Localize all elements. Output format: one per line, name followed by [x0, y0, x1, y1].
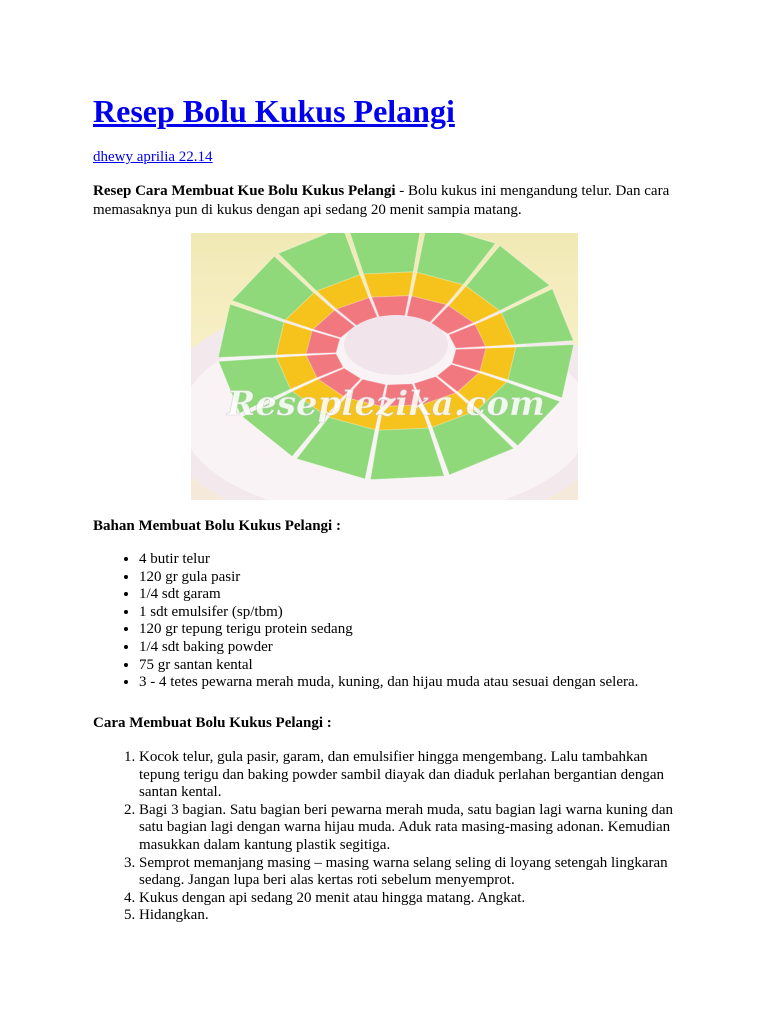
byline-link[interactable]: dhewy aprilia 22.14 [93, 149, 213, 165]
step-item: 1. Kocok telur, gula pasir, garam, dan emulsifier hingga mengembang. Lalu tambahkan tepung terigu dan baking powder sambil diayak dan diaduk perlahan bergantian dengan santan kental. [139, 749, 683, 802]
cake-slice-green [348, 233, 422, 276]
ingredients-list [93, 551, 638, 692]
ingredient-item: • 4 butir telur [139, 551, 638, 569]
ingredient-item: • 120 gr gula pasir [139, 569, 638, 587]
cake-slice-yellow [363, 272, 413, 299]
step-item: 2. Bagi 3 bagian. Satu bagian beri pewarna merah muda, satu bagian lagi warna kuning dan satu bagian lagi dengan warna hijau muda. Aduk rata masing-masing adonan. Kemudian masukkan dalam kantung plastik segitiga. [139, 802, 683, 855]
post-title-link[interactable]: Resep Bolu Kukus Pelangi [93, 93, 455, 129]
ingredient-item: • 1/4 sdt garam [139, 586, 638, 604]
step-item: 3. Semprot memanjang masing – masing warna selang seling di loyang setengah lingkaran sedang. Jangan lupa beri alas kertas roti sebelum menyemprot. [139, 855, 683, 890]
ingredient-item: • 1/4 sdt baking powder [139, 639, 638, 657]
step-item: 5. Hidangkan. [139, 907, 683, 925]
intro-text: - Bolu kukus ini mengandung telur. Dan cara memasaknya pun di kukus dengan api sedang 20 menit sampia matang. [93, 183, 670, 218]
rainbow-cake-photo [191, 233, 578, 500]
steps-list [93, 749, 683, 925]
ingredient-item: • 75 gr santan kental [139, 657, 638, 675]
ingredients-heading: Bahan Membuat Bolu Kukus Pelangi : [93, 518, 341, 534]
intro-paragraph [93, 182, 683, 220]
steps-heading: Cara Membuat Bolu Kukus Pelangi : [93, 715, 332, 731]
cake-center-hole [344, 315, 448, 375]
step-item: 4. Kukus dengan api sedang 20 menit atau hingga matang. Angkat. [139, 890, 683, 908]
ingredient-item: • 120 gr tepung terigu protein sedang [139, 621, 638, 639]
ingredient-item: • 3 - 4 tetes pewarna merah muda, kuning, dan hijau muda atau sesuai dengan selera. [139, 674, 638, 692]
ingredient-item: • 1 sdt emulsifer (sp/tbm) [139, 604, 638, 622]
photo-watermark: Reseplezika.com [227, 384, 545, 424]
intro-bold-lead: Resep Cara Membuat Kue Bolu Kukus Pelangi [93, 183, 396, 199]
